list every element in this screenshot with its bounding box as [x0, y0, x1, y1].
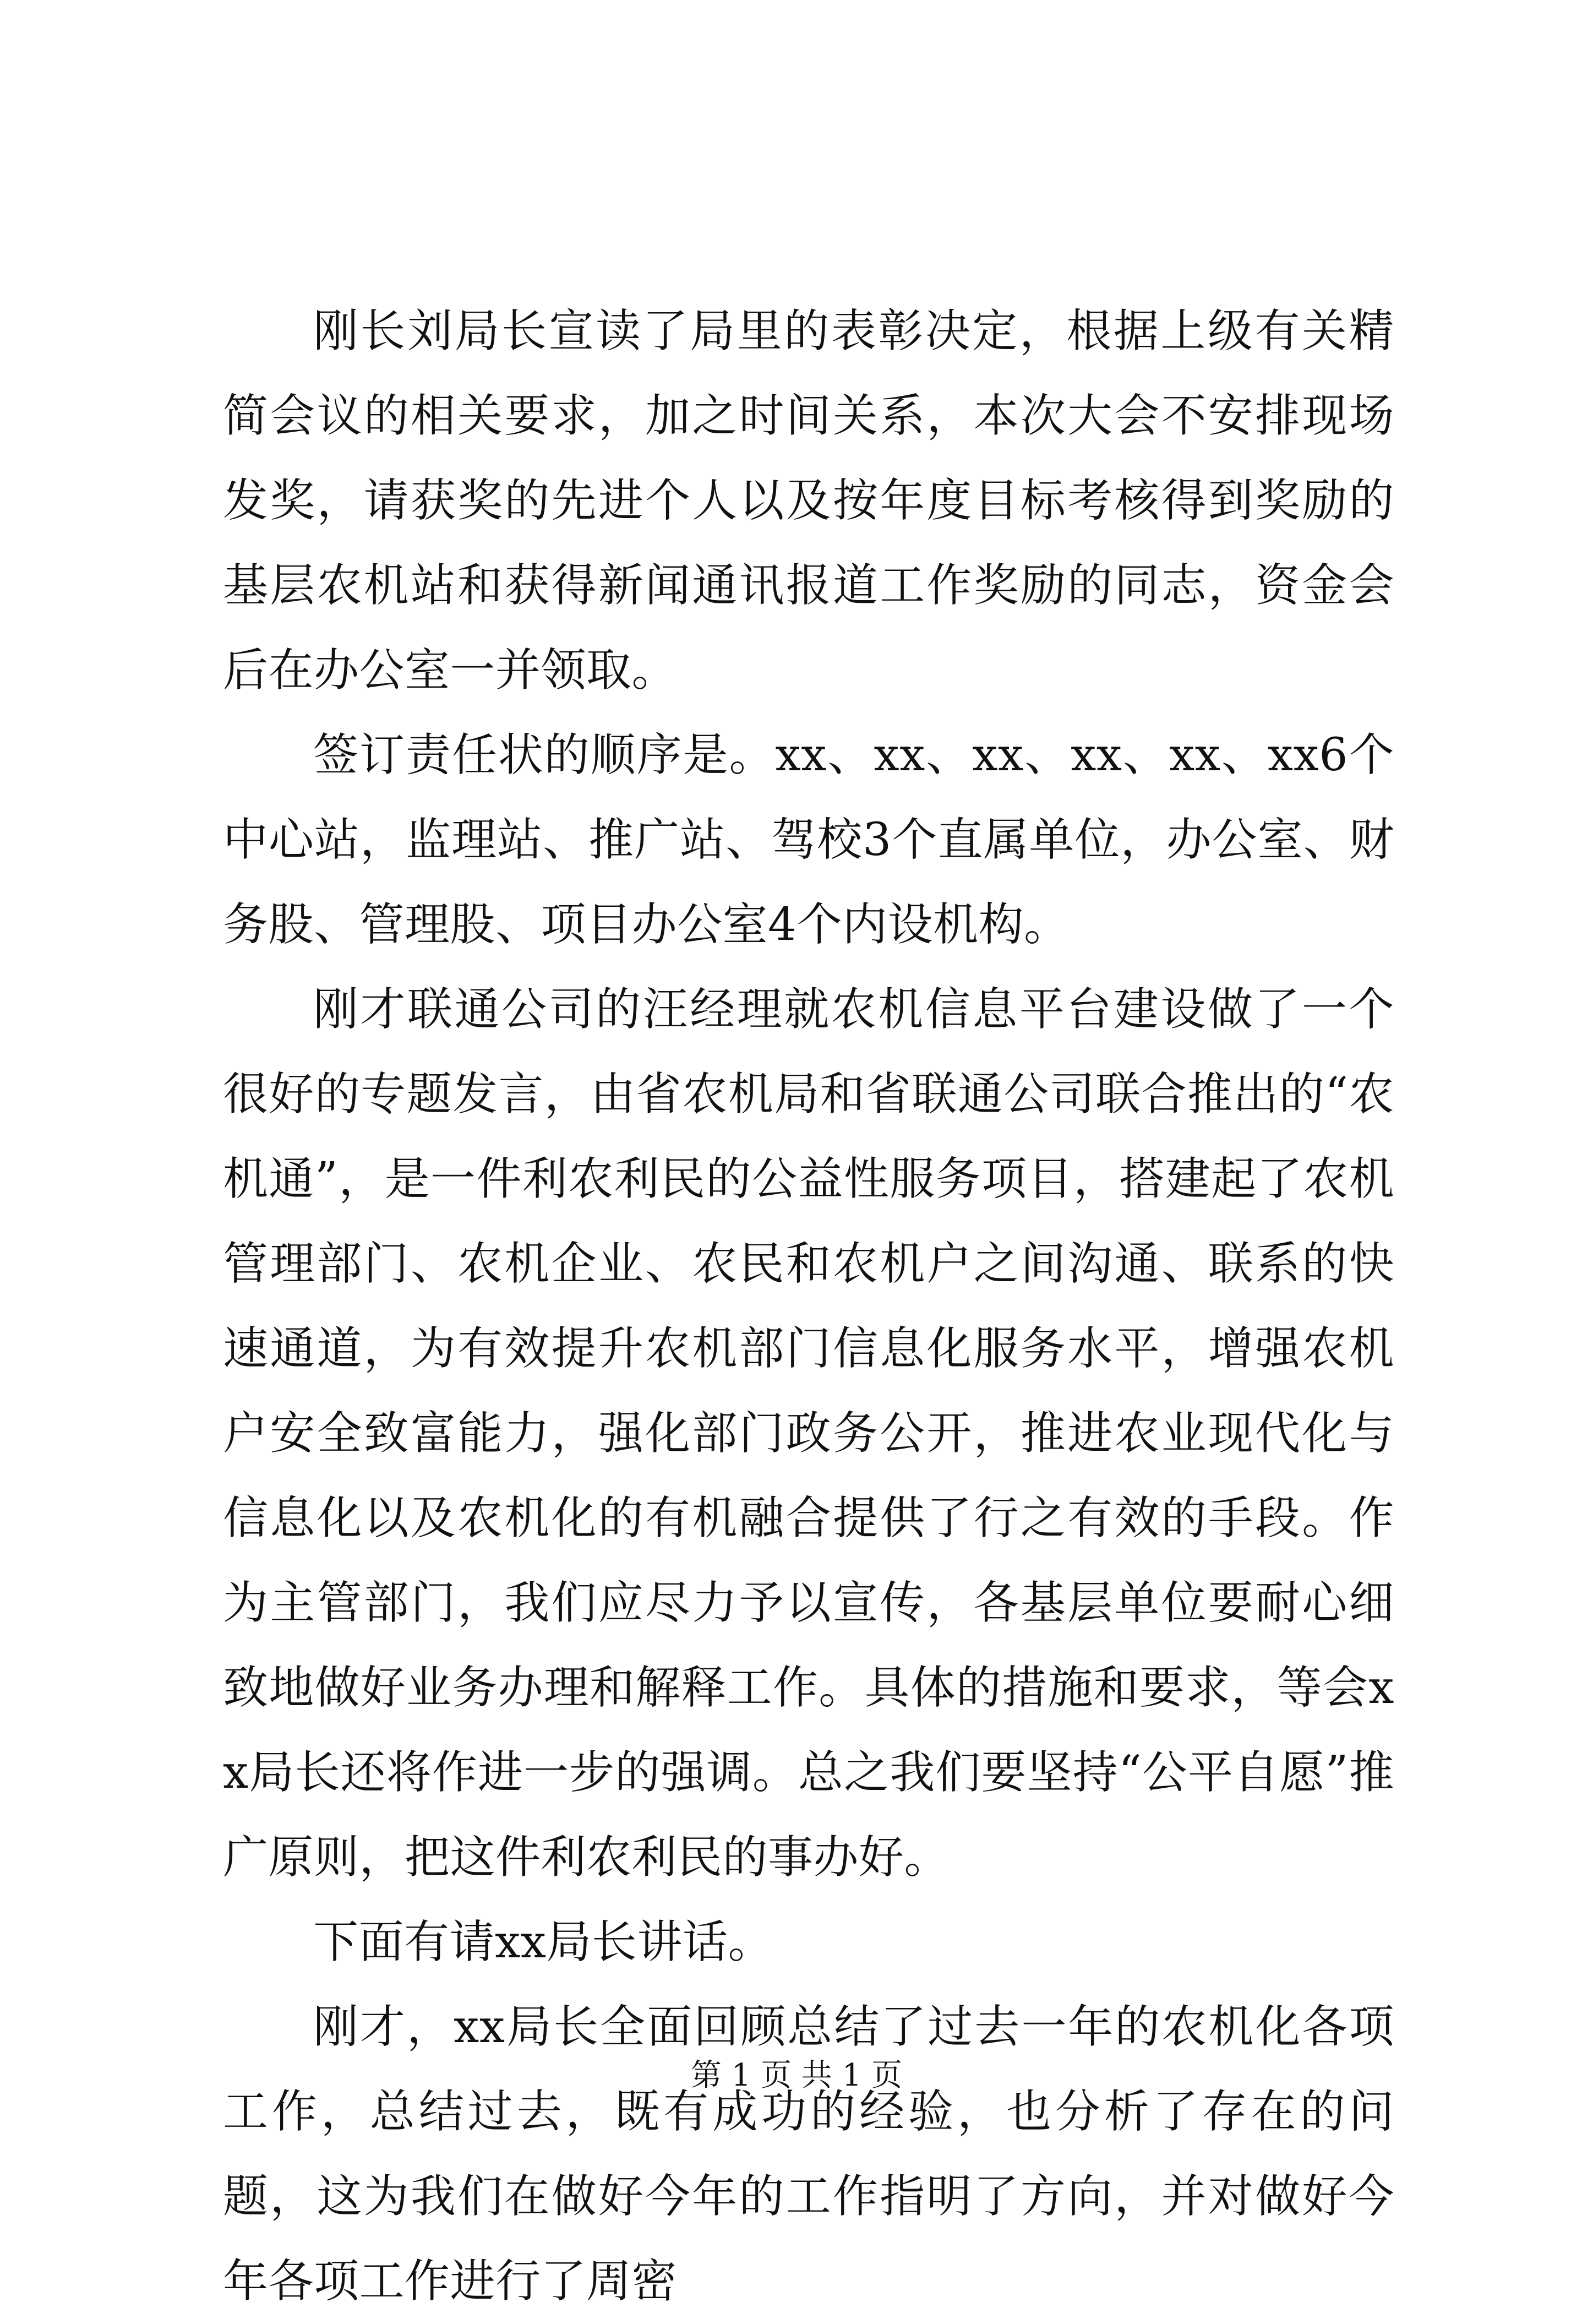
paragraph-signing-order: 签订责任状的顺序是。xx、xx、xx、xx、xx、xx6个中心站，监理站、推广站、驾校3个直属单位，办公室、财务股、管理股、项目办公室4个内设机构。	[223, 729, 1394, 951]
paragraph-invite-speech: 下面有请xx局长讲话。	[313, 1916, 773, 1968]
paragraph-review-summary: 刚才，xx局长全面回顾总结了过去一年的农机化各项工作，总结过去，既有成功的经验，也分析了存在的问题，这为我们在做好今年的工作指明了方向，并对做好今年各项工作进行了周密	[223, 2001, 1394, 2307]
page-number-footer: 第 1 页 共 1 页	[690, 2058, 903, 2093]
paragraph-award-announcement: 刚长刘局长宣读了局里的表彰决定，根据上级有关精简会议的相关要求，加之时间关系，本次大会不安排现场发奖，请获奖的先进个人以及按年度目标考核得到奖励的基层农机站和获得新闻通讯报道工作奖励的同志，资金会后在办公室一并领取。	[223, 305, 1394, 696]
document-body	[223, 289, 1394, 2324]
paragraph-platform-speech: 刚才联通公司的汪经理就农机信息平台建设做了一个很好的专题发言，由省农机局和省联通公司联合推出的“农机通”，是一件利农利民的公益性服务项目，搭建起了农机管理部门、农机企业、农民和农机户之间沟通、联系的快速通道，为有效提升农机部门信息化服务水平，增强农机户安全致富能力，强化部门政务公开，推进农业现代化与信息化以及农机化的有机融合提供了行之有效的手段。作为主管部门，我们应尽力予以宣传，各基层单位要耐心细致地做好业务办理和解释工作。具体的措施和要求，等会xx局长还将作进一步的强调。总之我们要坚持“公平自愿”推广原则，把这件利农利民的事办好。	[223, 983, 1394, 1884]
